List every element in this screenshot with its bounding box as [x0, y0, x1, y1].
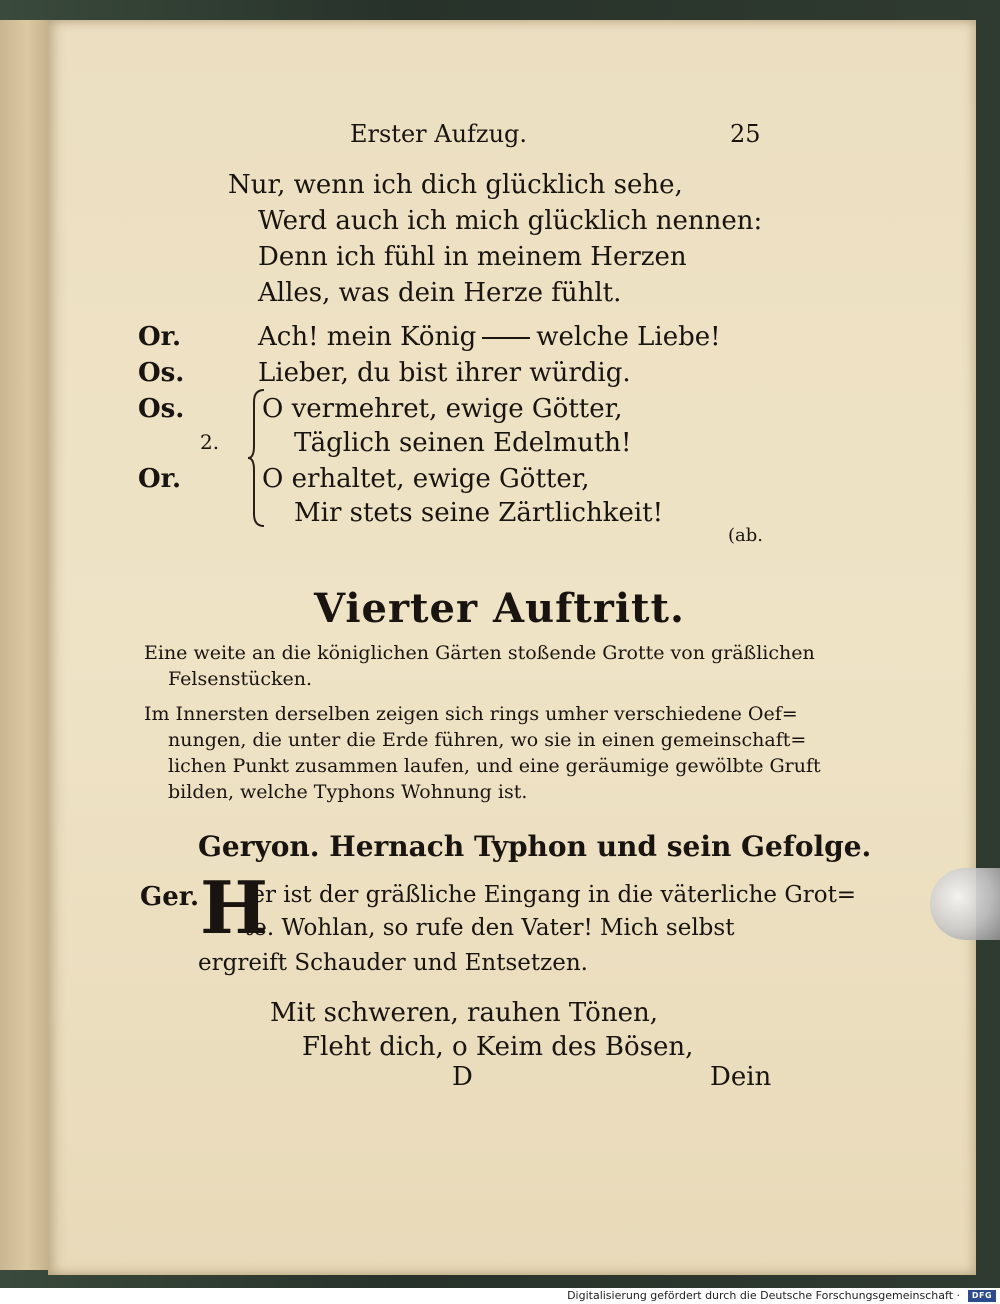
dialogue-line: [258, 322, 721, 352]
stage-direction: Felsenstücken.: [168, 668, 312, 690]
running-title: Erster Aufzug.: [350, 120, 528, 148]
stage-direction: Eine weite an die königlichen Gärten stoßende Grotte von gräßlichen: [144, 642, 815, 664]
stage-direction: bilden, welche Typhons Wohnung ist.: [168, 781, 528, 803]
speech-line: ier ist der gräßliche Eingang in die väterliche Grot=: [244, 882, 857, 908]
duet-line: Mir stets seine Zärtlichkeit!: [294, 498, 664, 528]
verse-line: Fleht dich, o Keim des Bösen,: [302, 1032, 694, 1062]
duet-line: O erhaltet, ewige Götter,: [262, 464, 590, 494]
duet-line: Täglich seinen Edelmuth!: [294, 428, 632, 458]
duet-line: O vermehret, ewige Götter,: [262, 394, 623, 424]
scene-title: Vierter Auftritt.: [314, 585, 685, 632]
page-marker-tab: [930, 868, 1000, 940]
speaker-label: Ger.: [140, 882, 200, 912]
stage-direction: Im Innersten derselben zeigen sich rings umher verschiedene Oef=: [144, 703, 798, 725]
dialogue-line-part: Ach! mein König: [258, 322, 477, 352]
speaker-label: Or.: [138, 322, 182, 352]
verse-line: Denn ich fühl in meinem Herzen: [258, 242, 687, 272]
speech-line: te. Wohlan, so rufe den Vater! Mich selbst: [244, 915, 735, 941]
drop-cap: H: [200, 865, 269, 950]
stage-direction: lichen Punkt zusammen laufen, und eine geräumige gewölbte Gruft: [168, 755, 821, 777]
book-page: [48, 20, 976, 1275]
verse-line: Mit schweren, rauhen Tönen,: [270, 998, 658, 1028]
speaker-label: Or.: [138, 464, 182, 494]
dialogue-line: Lieber, du bist ihrer würdig.: [258, 358, 631, 388]
footer-credit: Digitalisierung gefördert durch die Deutsche Forschungsgemeinschaft ·: [567, 1289, 960, 1302]
exit-direction: (ab.: [728, 525, 763, 546]
dash-rule: [482, 337, 530, 339]
speaker-label: Os.: [138, 358, 185, 388]
verse-line: Alles, was dein Herze fühlt.: [258, 278, 622, 308]
dfg-logo: DFG: [968, 1290, 996, 1302]
verse-line: Nur, wenn ich dich glücklich sehe,: [228, 170, 683, 200]
dialogue-line-part: welche Liebe!: [536, 322, 721, 352]
duet-number: 2.: [200, 430, 220, 454]
catchword: Dein: [710, 1062, 772, 1092]
speaker-label: Os.: [138, 394, 185, 424]
character-list: Geryon. Hernach Typhon und sein Gefolge.: [198, 830, 872, 863]
signature-mark: D: [452, 1062, 473, 1092]
page-number: 25: [730, 120, 761, 148]
digitization-footer: [0, 1288, 1000, 1304]
verse-line: Werd auch ich mich glücklich nennen:: [258, 206, 763, 236]
stage-direction: nungen, die unter die Erde führen, wo sie in einen gemeinschaft=: [168, 729, 807, 751]
speech-line: ergreift Schauder und Entsetzen.: [198, 950, 588, 976]
